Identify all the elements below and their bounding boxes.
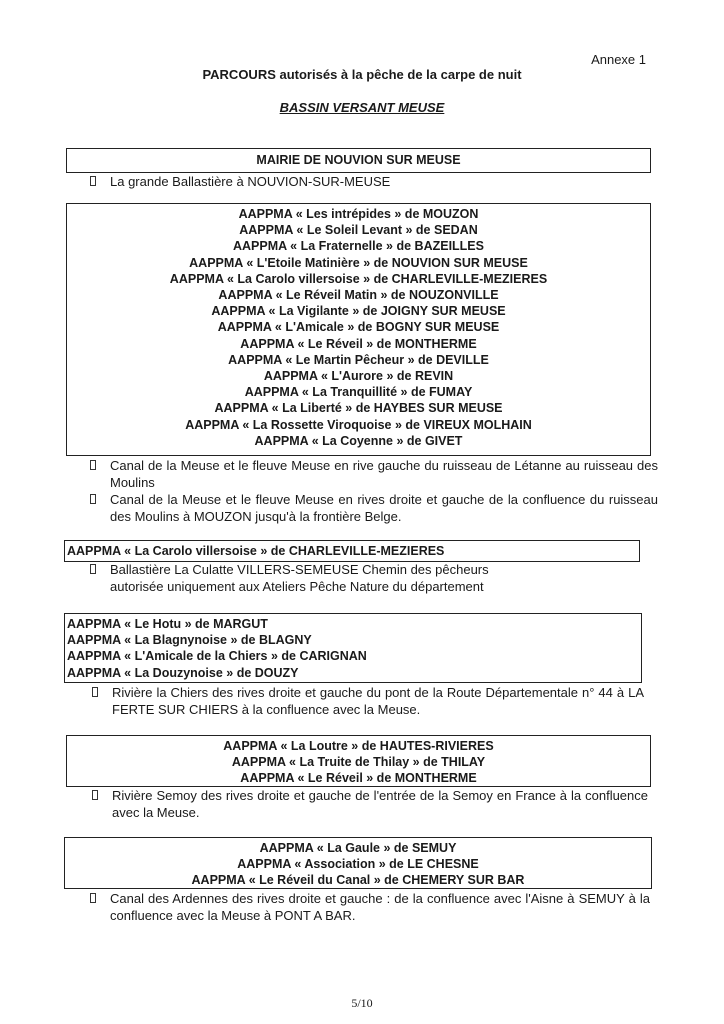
bullet-text: Rivière la Chiers des rives droite et gauche du pont de la Route Départementale n° 44 à LA FERTE SUR CHIERS à la confluence avec la Meuse. [112, 685, 644, 717]
checkbox-bullet-icon [92, 687, 98, 697]
header-line: AAPPMA « La Carolo villersoise » de CHARLEVILLE-MEZIERES [67, 544, 445, 558]
checkbox-bullet-icon [90, 494, 96, 504]
bullet-list [90, 787, 648, 821]
bullet-text: Rivière Semoy des rives droite et gauche de l'entrée de la Semoy en France à la confluence avec la Meuse. [112, 788, 648, 820]
header-line: AAPPMA « L'Etoile Matinière » de NOUVION SUR MEUSE [189, 255, 528, 270]
bullet-item [88, 491, 658, 525]
header-line: AAPPMA « Les intrépides » de MOUZON [238, 207, 479, 221]
bullet-text: Canal de la Meuse et le fleuve Meuse en rive gauche du ruisseau de Létanne au ruisseau des Moulins [110, 458, 658, 490]
header-line: AAPPMA « La Douzynoise » de DOUZY [67, 665, 299, 680]
header-line: AAPPMA « L'Amicale de la Chiers » de CARIGNAN [67, 649, 367, 664]
checkbox-bullet-icon [92, 790, 98, 800]
bullet-list [88, 561, 648, 595]
document-subtitle: BASSIN VERSANT MEUSE [279, 100, 445, 115]
header-line: AAPPMA « L'Aurore » de REVIN [263, 369, 454, 384]
document-title: PARCOURS autorisés à la pêche de la carpe de nuit [202, 67, 522, 82]
bullet-item [88, 890, 650, 924]
header-line: AAPPMA « Le Soleil Levant » de SEDAN [239, 223, 478, 238]
section-header-box [66, 735, 651, 787]
header-line: AAPPMA « La Fraternelle » de BAZEILLES [233, 239, 484, 254]
section-header-box [64, 540, 640, 562]
bullet-text: Ballastière La Culatte VILLERS-SEMEUSE Chemin des pêcheurs autorisée uniquement aux Ateliers Pêche Nature du département [110, 562, 489, 594]
header-line: AAPPMA « La Vigilante » de JOIGNY SUR MEUSE [211, 304, 506, 319]
bullet-text: La grande Ballastière à NOUVION-SUR-MEUSE [110, 174, 391, 189]
section-header-box [66, 203, 651, 456]
header-line: AAPPMA « La Carolo villersoise » de CHARLEVILLE-MEZIERES [169, 271, 548, 286]
header-line: AAPPMA « Le Réveil » de MONTHERME [240, 771, 477, 786]
checkbox-bullet-icon [90, 176, 96, 186]
bullet-text: Canal des Ardennes des rives droite et gauche : de la confluence avec l'Aisne à SEMUY à la confluence avec la Meuse à PONT A BAR. [110, 891, 650, 923]
header-line: AAPPMA « La Blagnynoise » de BLAGNY [67, 633, 312, 648]
header-line: MAIRIE DE NOUVION SUR MEUSE [256, 153, 461, 167]
bullet-list [90, 684, 644, 718]
header-line: AAPPMA « La Tranquillité » de FUMAY [244, 385, 473, 400]
bullet-list [88, 457, 658, 525]
section-header-box [64, 837, 652, 889]
checkbox-bullet-icon [90, 893, 96, 903]
header-line: AAPPMA « La Loutre » de HAUTES-RIVIERES [223, 739, 494, 753]
bullet-list [88, 890, 650, 924]
header-line: AAPPMA « Le Réveil » de MONTHERME [240, 336, 477, 351]
header-line: AAPPMA « L'Amicale » de BOGNY SUR MEUSE [217, 320, 500, 335]
bullet-item [88, 561, 648, 595]
header-line: AAPPMA « La Gaule » de SEMUY [259, 841, 457, 855]
bullet-text: Canal de la Meuse et le fleuve Meuse en rives droite et gauche de la confluence du ruisseau des Moulins à MOUZON jusqu'à la frontière Belge. [110, 492, 658, 524]
header-line: AAPPMA « La Truite de Thilay » de THILAY [231, 755, 486, 770]
header-line: AAPPMA « Association » de LE CHESNE [237, 857, 479, 872]
checkbox-bullet-icon [90, 460, 96, 470]
section-header-box [66, 148, 651, 173]
bullet-list [88, 173, 658, 190]
checkbox-bullet-icon [90, 564, 96, 574]
header-line: AAPPMA « La Liberté » de HAYBES SUR MEUSE [214, 401, 503, 416]
section-header-box [64, 613, 642, 683]
bullet-item [90, 787, 648, 821]
header-line: AAPPMA « Le Réveil du Canal » de CHEMERY SUR BAR [191, 873, 525, 888]
bullet-item [88, 173, 658, 190]
bullet-item [90, 684, 644, 718]
page-number: 5/10 [351, 996, 373, 1010]
header-line: AAPPMA « Le Martin Pêcheur » de DEVILLE [228, 352, 489, 367]
header-line: AAPPMA « La Rossette Viroquoise » de VIREUX MOLHAIN [185, 417, 532, 432]
annexe-label: Annexe 1 [591, 52, 646, 67]
bullet-item [88, 457, 658, 491]
header-line: AAPPMA « Le Hotu » de MARGUT [67, 617, 268, 631]
header-line: AAPPMA « La Coyenne » de GIVET [254, 433, 463, 448]
header-line: AAPPMA « Le Réveil Matin » de NOUZONVILLE [218, 288, 499, 303]
